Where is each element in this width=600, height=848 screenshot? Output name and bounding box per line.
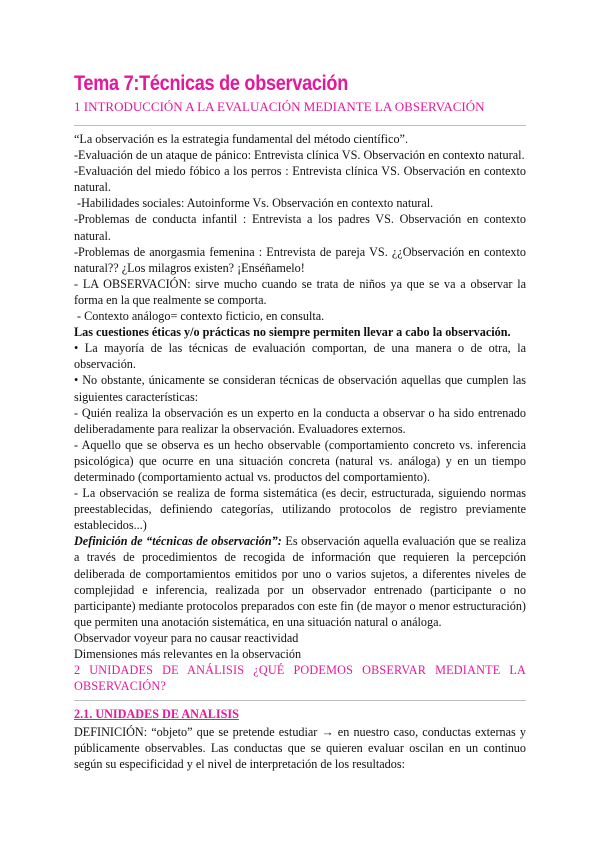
characteristic-expert: - Quién realiza la observación es un experto en la conducta a observar o ha sido entrenado deliberadamente para realizar la observación. Evaluadores externos. — [74, 405, 526, 436]
note-dimensions: Dimensiones más relevantes en la observación — [74, 647, 302, 661]
quote-paragraph: “La observación es la estrategia fundamental del método científico”. — [74, 132, 408, 146]
bullet-techniques: • La mayoría de las técnicas de evaluación comportan, de una manera o de otra, la observación. — [74, 341, 526, 372]
definition-paragraph — [74, 533, 526, 630]
analog-context-note: - Contexto análogo= contexto ficticio, en consulta. — [74, 309, 325, 324]
characteristic-observable: - Aquello que se observa es un hecho observable (comportamiento concreto vs. inferencia psicológica) que ocurre en una situación concreta (natural vs. análoga) y en un tiempo determinado (comportamiento actual vs. productos del comportamiento). — [74, 437, 526, 484]
example-phobia: -Evaluación del miedo fóbico a los perros : Entrevista clínica VS. Observación en contexto natural. — [74, 164, 526, 195]
definition-label: Definición de “técnicas de observación”: — [74, 534, 282, 549]
note-voyeur: Observador voyeur para no causar reactividad — [74, 630, 299, 645]
example-social-skills: -Habilidades sociales: Autoinforme Vs. Observación en contexto natural. — [74, 196, 434, 211]
section-1-heading: 1 INTRODUCCIÓN A LA EVALUACIÓN MEDIANTE LA OBSERVACIÓN — [74, 99, 485, 114]
subsection-2-1-heading: 2.1. UNIDADES DE ANALISIS — [74, 707, 239, 721]
observation-note: - LA OBSERVACIÓN: sirve mucho cuando se trata de niños ya que se va a observar la forma en la que realmente se comporta. — [74, 276, 526, 307]
bullet-characteristics: • No obstante, únicamente se consideran técnicas de observación aquellas que cumplen las siguientes características: — [74, 373, 526, 404]
section-1-body — [74, 131, 526, 694]
example-child-conduct: -Problemas de conducta infantil : Entrevista a los padres VS. Observación en contexto natural. — [74, 212, 526, 243]
example-panic: -Evaluación de un ataque de pánico: Entrevista clínica VS. Observación en contexto natural. — [74, 148, 525, 163]
example-anorgasmia: -Problemas de anorgasmia femenina : Entrevista de pareja VS. ¿¿Observación en contexto natural?? ¿Los milagros existen? ¡Enséñamelo! — [74, 244, 526, 275]
document-title: Tema 7:Técnicas de observación — [74, 72, 348, 95]
subsection-2-1-text: DEFINICIÓN: “objeto” que se pretende estudiar → en nuestro caso, conductas externas y públicamente observables. Las conductas que se quieren evaluar oscilan en un continuo según su especificidad y el nivel de interpretación de los resultados: — [74, 725, 526, 772]
divider-line-2 — [74, 700, 526, 701]
divider-line — [74, 125, 526, 126]
characteristic-systematic: - La observación se realiza de forma sistemática (es decir, estructurada, siguiendo normas preestablecidas, definiendo categorías, utilizando protocolos de registro previamente establecidos...) — [74, 486, 526, 533]
definition-text: Es observación aquella evaluación que se realiza a través de procedimientos de recogida de información que requieren la percepción deliberada de comportamientos emitidos por uno o varios sujetos, a diferentes niveles de complejidad e inferencia, realizada por un observador entrenado (participante o no participante) mediante protocolos preparados con este fin (de mayor o menor estructuración) que permiten una anotación sistemática, en una situación natural o análoga. — [74, 534, 527, 629]
section-2-heading: 2 UNIDADES DE ANÁLISIS ¿QUÉ PODEMOS OBSERVAR MEDIANTE LA OBSERVACIÓN? — [74, 663, 526, 694]
ethics-statement: Las cuestiones éticas y/o prácticas no siempre permiten llevar a cabo la observación. — [74, 325, 511, 340]
